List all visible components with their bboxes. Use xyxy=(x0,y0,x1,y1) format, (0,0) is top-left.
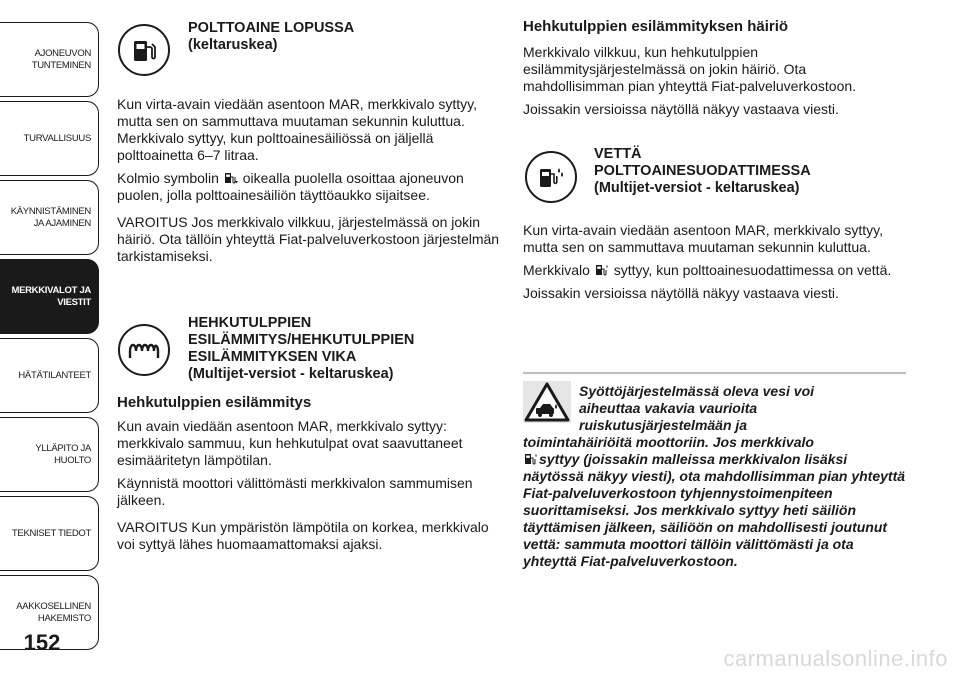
fuel-paragraph-3: VAROITUS Jos merkkivalo vilkkuu, järjestelmässä on jokin häiriö. Ota tällöin yhteyttä Fiat-palveluverkostoon järjestelmän tarkistamiseksi. xyxy=(117,214,500,264)
glow-title-line-2: ESILÄMMITYS/HEHKUTULPPIEN xyxy=(188,332,415,348)
water-section-body xyxy=(523,222,908,302)
tab-hatatilanteet[interactable]: HÄTÄTILANTEET xyxy=(0,338,99,413)
glow-fault-paragraph-2: Joissakin versioissa näytöllä näkyy vastaava viesti. xyxy=(523,101,839,117)
fuel-paragraph-1: Kun virta-avain viedään asentoon MAR, merkkivalo syttyy, mutta sen on sammuttava muutaman sekunnin kuluttua. Merkkivalo syttyy, kun polttoainesäiliössä on jäljellä polttoainetta 6–7 litraa. xyxy=(117,96,478,163)
water-in-fuel-small-icon xyxy=(594,263,610,277)
fuel-title-line: POLTTOAINE LOPUSSA xyxy=(188,20,355,36)
water-paragraph-2 xyxy=(523,262,908,279)
caution-rest xyxy=(523,451,908,570)
water-in-fuel-icon xyxy=(525,151,577,203)
tab-yllapito-ja-huolto[interactable]: YLLÄPITO JA HUOLTO xyxy=(0,417,99,492)
tab-tekniset-tiedot[interactable]: TEKNISET TIEDOT xyxy=(0,496,99,571)
glow-section-body xyxy=(117,394,500,553)
fuel-paragraph-2 xyxy=(117,170,500,204)
fuel-p2-end: oikealla puolella osoittaa ajoneuvon puolen, jolla polttoainesäiliön täyttöaukko sijaitsee. xyxy=(117,170,464,203)
fuel-pump-small-icon xyxy=(223,171,239,185)
caution-line-2: aiheuttaa vakavia vaurioita xyxy=(579,400,758,416)
caution-separator xyxy=(523,372,906,374)
fuel-title-color: (keltaruskea) xyxy=(188,37,278,53)
glow-subheading: Hehkutulppien esilämmitys xyxy=(117,394,312,411)
glow-paragraph-1: Kun avain viedään asentoon MAR, merkkivalo syttyy: merkkivalo sammuu, kun hehkutulpat ovat saavuttaneet esimääritetyn lämpötilan. xyxy=(117,418,463,468)
glow-title-line-1: HEHKUTULPPIEN xyxy=(188,315,312,331)
water-paragraph-1: Kun virta-avain viedään asentoon MAR, merkkivalo syttyy, mutta sen on sammuttava muutaman sekunnin kuluttua. xyxy=(523,222,884,255)
fuel-warning-title xyxy=(188,20,354,54)
glow-warning-title xyxy=(188,315,414,383)
glow-fault-section xyxy=(523,18,908,118)
water-title-line-1: VETTÄ xyxy=(594,146,642,162)
water-p2-end: syttyy, kun polttoainesuodattimessa on vettä. xyxy=(613,262,892,278)
tab-turvallisuus[interactable]: TURVALLISUUS xyxy=(0,101,99,176)
water-p2-start: Merkkivalo xyxy=(523,262,590,278)
caution-line-5: syttyy (joissakin malleissa merkkivalon lisäksi näytössä näkyy viesti), ota mahdollisimman pian yhteyttä Fiat-palveluverkostoon tyhjennystoimenpiteen suorittamiseksi. Jos merkkivalo syttyy heti säiliön täyttämisen jälkeen, säiliöön on mahdollisesti joutunut vettä: sammuta moottori tällöin välittömästi ja ota yhteyttä Fiat-palveluverkostoon. xyxy=(523,451,906,569)
glow-plug-icon xyxy=(118,324,170,376)
watermark: carmanualsonline.info xyxy=(723,646,948,671)
glow-title-line-3: ESILÄMMITYKSEN VIKA xyxy=(188,349,357,365)
glow-paragraph-3: VAROITUS Kun ympäristön lämpötila on korkea, merkkivalo voi syttyä lähes huomaamattomaksi ajaksi. xyxy=(117,519,489,552)
caution-line-4: toimintahäiriöitä moottoriin. Jos merkkivalo xyxy=(523,434,814,450)
water-warning-title xyxy=(594,146,811,197)
water-in-fuel-inline-icon xyxy=(523,452,539,466)
water-title-color: (Multijet-versiot - keltaruskea) xyxy=(594,180,800,196)
glow-paragraph-2: Käynnistä moottori välittömästi merkkivalon sammumisen jälkeen. xyxy=(117,475,473,508)
glow-title-color: (Multijet-versiot - keltaruskea) xyxy=(188,366,394,382)
water-paragraph-3: Joissakin versioissa näytöllä näkyy vastaava viesti. xyxy=(523,285,839,301)
fuel-section-body xyxy=(117,96,500,265)
tab-merkkivalot-ja-viestit[interactable]: MERKKIVALOT JA VIESTIT xyxy=(0,259,99,334)
fuel-pump-icon xyxy=(118,24,170,76)
glow-fault-paragraph-1: Merkkivalo vilkkuu, kun hehkutulppien esilämmitysjärjestelmässä on jokin häiriö. Ota mahdollisimman pian yhteyttä Fiat-palveluverkostoon. xyxy=(523,44,857,94)
tab-aakkosellinen-hakemisto[interactable]: AAKKOSELLINEN HAKEMISTO xyxy=(0,575,99,650)
caution-line-1: Syöttöjärjestelmässä oleva vesi voi xyxy=(579,383,815,399)
caution-box xyxy=(523,383,908,570)
tab-kaynnistaminen[interactable]: KÄYNNISTÄMINEN JA AJAMINEN xyxy=(0,180,99,255)
fuel-p2-start: Kolmio symbolin xyxy=(117,170,219,186)
tab-ajoneuvon-tunteminen[interactable]: AJONEUVON TUNTEMINEN xyxy=(0,22,99,97)
water-title-line-2: POLTTOAINESUODATTIMESSA xyxy=(594,163,811,179)
caution-line-3: ruiskutusjärjestelmään ja xyxy=(579,417,748,433)
page-number: 152 xyxy=(23,630,61,655)
glow-fault-subheading: Hehkutulppien esilämmityksen häiriö xyxy=(523,18,789,35)
